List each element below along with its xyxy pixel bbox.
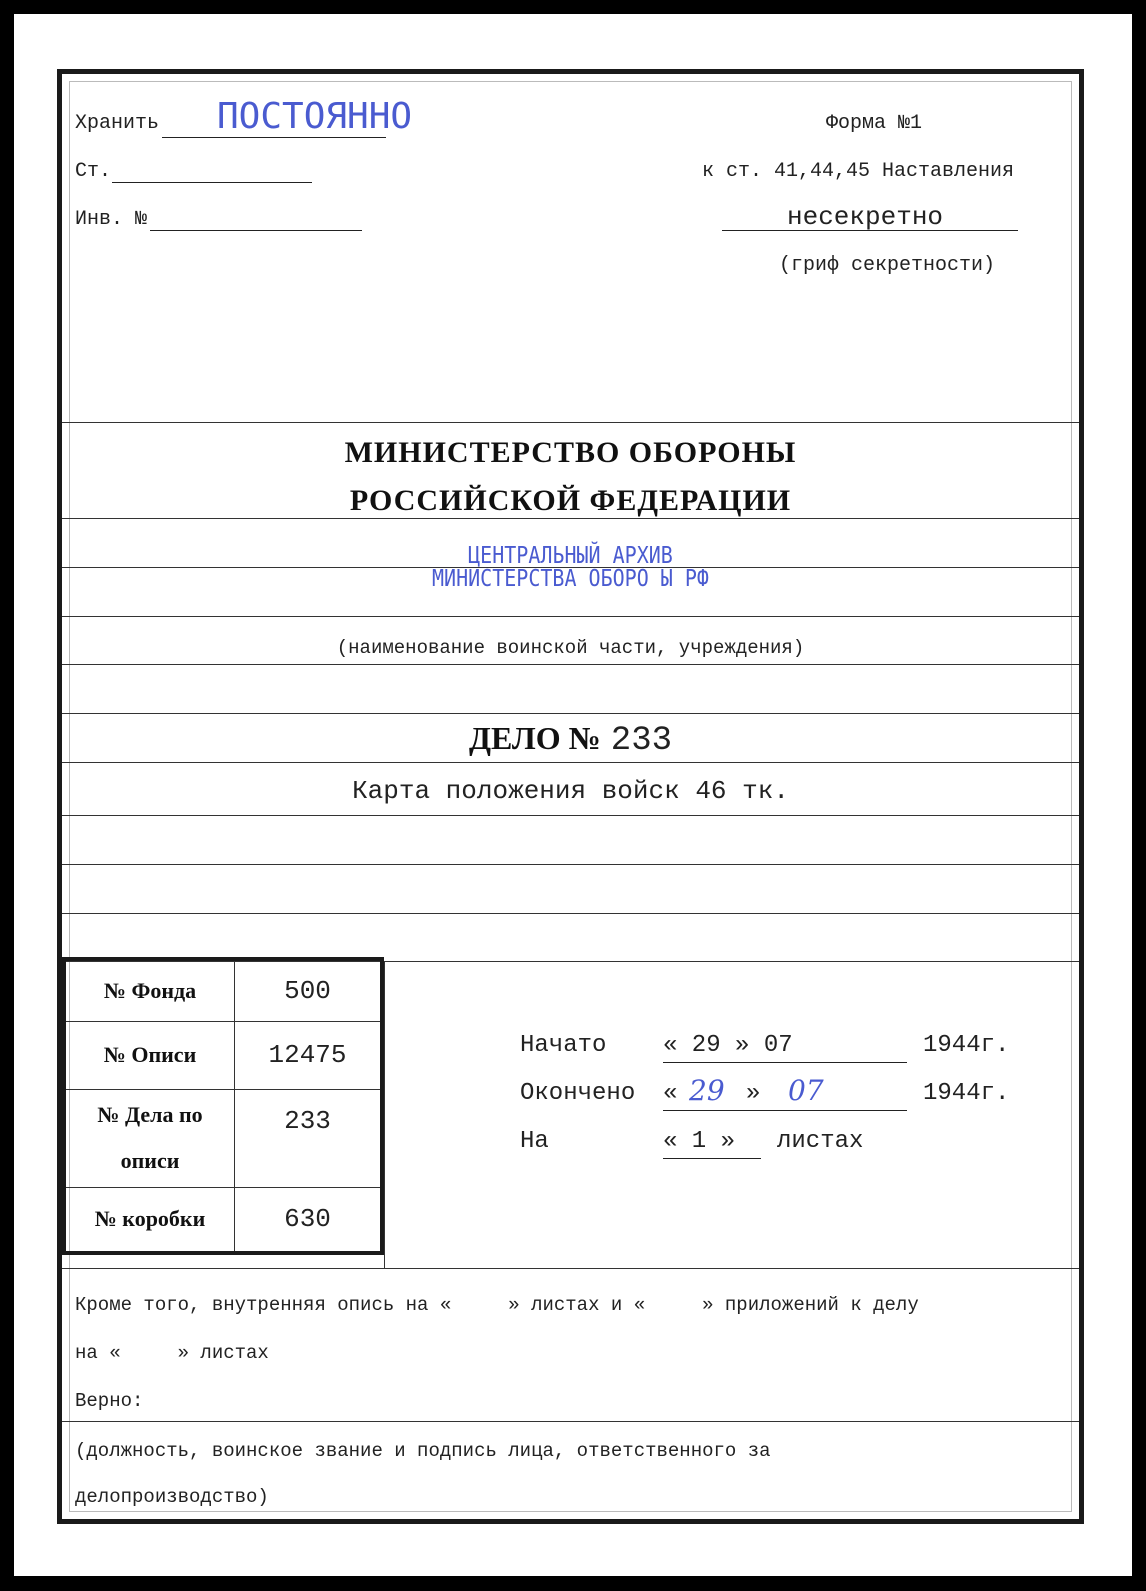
table-row <box>64 1187 382 1253</box>
form-number: Форма №1 <box>826 112 923 135</box>
secrecy-caption: (гриф секретности) <box>779 254 996 277</box>
form-frame <box>57 69 1084 1524</box>
rule <box>62 713 1079 714</box>
document-sheet <box>14 14 1132 1576</box>
internal-inventory-line: Кроме того, внутренняя опись на « » листах и « » приложений к делу <box>75 1294 919 1316</box>
table-row <box>64 1021 382 1089</box>
started-value: « 29 » 07 <box>663 1032 793 1059</box>
organization-caption: (наименование воинской части, учреждения) <box>336 637 805 659</box>
rule <box>62 864 1079 865</box>
st-label: Ст. <box>75 160 112 183</box>
responsible-caption-line-2: делопроизводство) <box>75 1486 269 1508</box>
opis-value: 12475 <box>235 1021 383 1089</box>
organization-line-2: РОССИЙСКОЙ ФЕДЕРАЦИИ <box>349 484 792 517</box>
articles-reference: к ст. 41,44,45 Наставления <box>702 160 1015 183</box>
table-row <box>64 1089 382 1187</box>
ended-day-handwritten: 29 <box>689 1074 725 1107</box>
archive-stamp-line-2: МИНИСТЕРСТВА ОБОРО Ы РФ <box>432 564 709 592</box>
fond-value: 500 <box>235 959 383 1021</box>
verified-label: Верно: <box>75 1390 144 1412</box>
started-underline <box>663 1062 907 1063</box>
inv-underline <box>150 230 362 231</box>
ended-underline <box>663 1110 907 1111</box>
store-value-stamp: ПОСТОЯННО <box>217 96 413 137</box>
organization-line-1: МИНИСТЕРСТВО ОБОРОНЫ <box>344 436 797 469</box>
started-year: 1944г. <box>923 1032 1010 1059</box>
case-title <box>62 720 1079 760</box>
ended-year: 1944г. <box>923 1080 1010 1107</box>
on-sheets-line: на « » листах <box>75 1342 269 1364</box>
rule <box>62 518 1079 519</box>
secrecy-underline <box>722 230 1018 231</box>
rule <box>62 1421 1079 1422</box>
fond-label: № Фонда <box>64 959 235 1021</box>
sheets-label: На <box>520 1128 549 1155</box>
sheets-unit: листах <box>777 1128 864 1155</box>
rule <box>62 664 1079 665</box>
rule <box>62 762 1079 763</box>
secrecy-value: несекретно <box>787 202 944 232</box>
ended-month-handwritten: 07 <box>788 1074 824 1107</box>
archive-table <box>62 957 384 1255</box>
sheets-underline <box>663 1158 761 1159</box>
inv-label: Инв. № <box>75 208 148 231</box>
rule <box>62 422 1079 423</box>
rule <box>62 616 1079 617</box>
rule <box>62 1268 1079 1269</box>
table-divider <box>384 961 385 1268</box>
archive-stamp-line-1: ЦЕНТРАЛЬНЫЙ АРХИВ <box>468 541 673 569</box>
case-description: Карта положения войск 46 тк. <box>352 776 789 806</box>
sheets-value: « 1 » <box>663 1128 736 1155</box>
opis-label: № Описи <box>64 1021 235 1089</box>
st-underline <box>112 182 312 183</box>
ended-open-quote: « <box>663 1080 678 1107</box>
delo-label: № Дела по описи <box>64 1089 235 1187</box>
responsible-caption-line-1: (должность, воинское звание и подпись лица, ответственного за <box>75 1440 771 1462</box>
ended-label: Окончено <box>520 1080 636 1107</box>
case-number: 233 <box>610 722 673 760</box>
box-label: № коробки <box>64 1187 235 1253</box>
store-label: Хранить <box>75 112 160 135</box>
table-row <box>64 959 382 1021</box>
case-title-prefix: ДЕЛО № <box>468 720 601 756</box>
delo-value: 233 <box>235 1089 383 1187</box>
started-label: Начато <box>520 1032 607 1059</box>
rule <box>62 913 1079 914</box>
rule <box>62 815 1079 816</box>
store-underline <box>162 137 386 138</box>
box-value: 630 <box>235 1187 383 1253</box>
ended-close-quote: » <box>746 1080 761 1107</box>
